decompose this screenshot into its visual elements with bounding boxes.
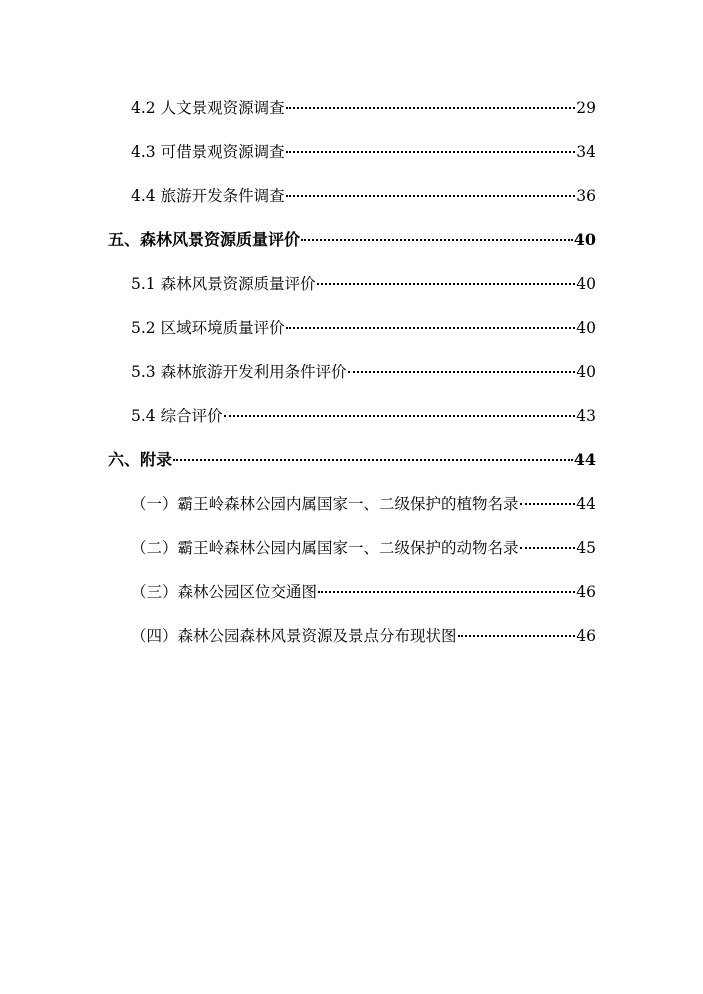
toc-leader-dots bbox=[317, 283, 576, 285]
toc-entry-4-3[interactable] bbox=[131, 142, 596, 162]
toc-entry-5-1[interactable] bbox=[131, 274, 596, 294]
toc-page-number: 40 bbox=[576, 319, 596, 337]
toc-entry-title: （四）森林公园森林风景资源及景点分布现状图 bbox=[131, 627, 457, 645]
toc-entry-appendix-2[interactable] bbox=[131, 538, 596, 558]
toc-entry-chapter-6[interactable] bbox=[108, 450, 596, 470]
toc-leader-dots bbox=[286, 327, 576, 329]
toc-entry-title: 4.2 人文景观资源调查 bbox=[131, 99, 285, 117]
toc-entry-5-4[interactable] bbox=[131, 406, 596, 426]
toc-page-number: 36 bbox=[576, 187, 596, 205]
toc-entry-4-2[interactable] bbox=[131, 98, 596, 118]
toc-leader-dots bbox=[458, 635, 576, 637]
toc-leader-dots bbox=[348, 371, 576, 373]
toc-entry-title: （二）霸王岭森林公园内属国家一、二级保护的动物名录 bbox=[131, 539, 519, 557]
toc-page-number: 34 bbox=[576, 143, 596, 161]
toc-entry-4-4[interactable] bbox=[131, 186, 596, 206]
toc-page-number: 40 bbox=[573, 230, 596, 249]
toc-page-number: 44 bbox=[573, 450, 596, 469]
toc-leader-dots bbox=[286, 151, 576, 153]
toc-page-number: 46 bbox=[576, 627, 596, 645]
toc-entry-title: 5.2 区域环境质量评价 bbox=[131, 319, 285, 337]
toc-leader-dots bbox=[286, 107, 576, 109]
toc-entry-appendix-3[interactable] bbox=[131, 582, 596, 602]
toc-leader-dots bbox=[520, 503, 576, 505]
toc-page-number: 43 bbox=[576, 407, 596, 425]
toc-entry-5-2[interactable] bbox=[131, 318, 596, 338]
toc-leader-dots bbox=[224, 415, 576, 417]
toc-entry-title: 六、附录 bbox=[108, 450, 173, 469]
toc-leader-dots bbox=[520, 547, 576, 549]
toc-entry-appendix-1[interactable] bbox=[131, 494, 596, 514]
toc-entry-title: 4.3 可借景观资源调查 bbox=[131, 143, 285, 161]
toc-entry-title: 五、森林风景资源质量评价 bbox=[108, 230, 301, 249]
toc-page-number: 40 bbox=[576, 275, 596, 293]
toc-page-number: 29 bbox=[576, 99, 596, 117]
toc-entry-title: 5.3 森林旅游开发利用条件评价 bbox=[131, 363, 347, 381]
toc-leader-dots bbox=[286, 195, 576, 197]
toc-entry-title: 5.1 森林风景资源质量评价 bbox=[131, 275, 316, 293]
toc-page-number: 40 bbox=[576, 363, 596, 381]
toc-entry-title: 5.4 综合评价 bbox=[131, 407, 223, 425]
toc-page-number: 46 bbox=[576, 583, 596, 601]
toc-leader-dots bbox=[301, 239, 573, 241]
toc-page-number: 44 bbox=[576, 495, 596, 513]
toc-leader-dots bbox=[318, 591, 575, 593]
toc-leader-dots bbox=[173, 459, 573, 461]
toc-entry-title: （三）森林公园区位交通图 bbox=[131, 583, 318, 601]
toc-entry-title: 4.4 旅游开发条件调查 bbox=[131, 187, 285, 205]
toc-entry-appendix-4[interactable] bbox=[131, 626, 596, 646]
toc-entry-title: （一）霸王岭森林公园内属国家一、二级保护的植物名录 bbox=[131, 495, 519, 513]
toc-entry-5-3[interactable] bbox=[131, 362, 596, 382]
toc-page-number: 45 bbox=[576, 539, 596, 557]
toc-entry-chapter-5[interactable] bbox=[108, 230, 596, 250]
